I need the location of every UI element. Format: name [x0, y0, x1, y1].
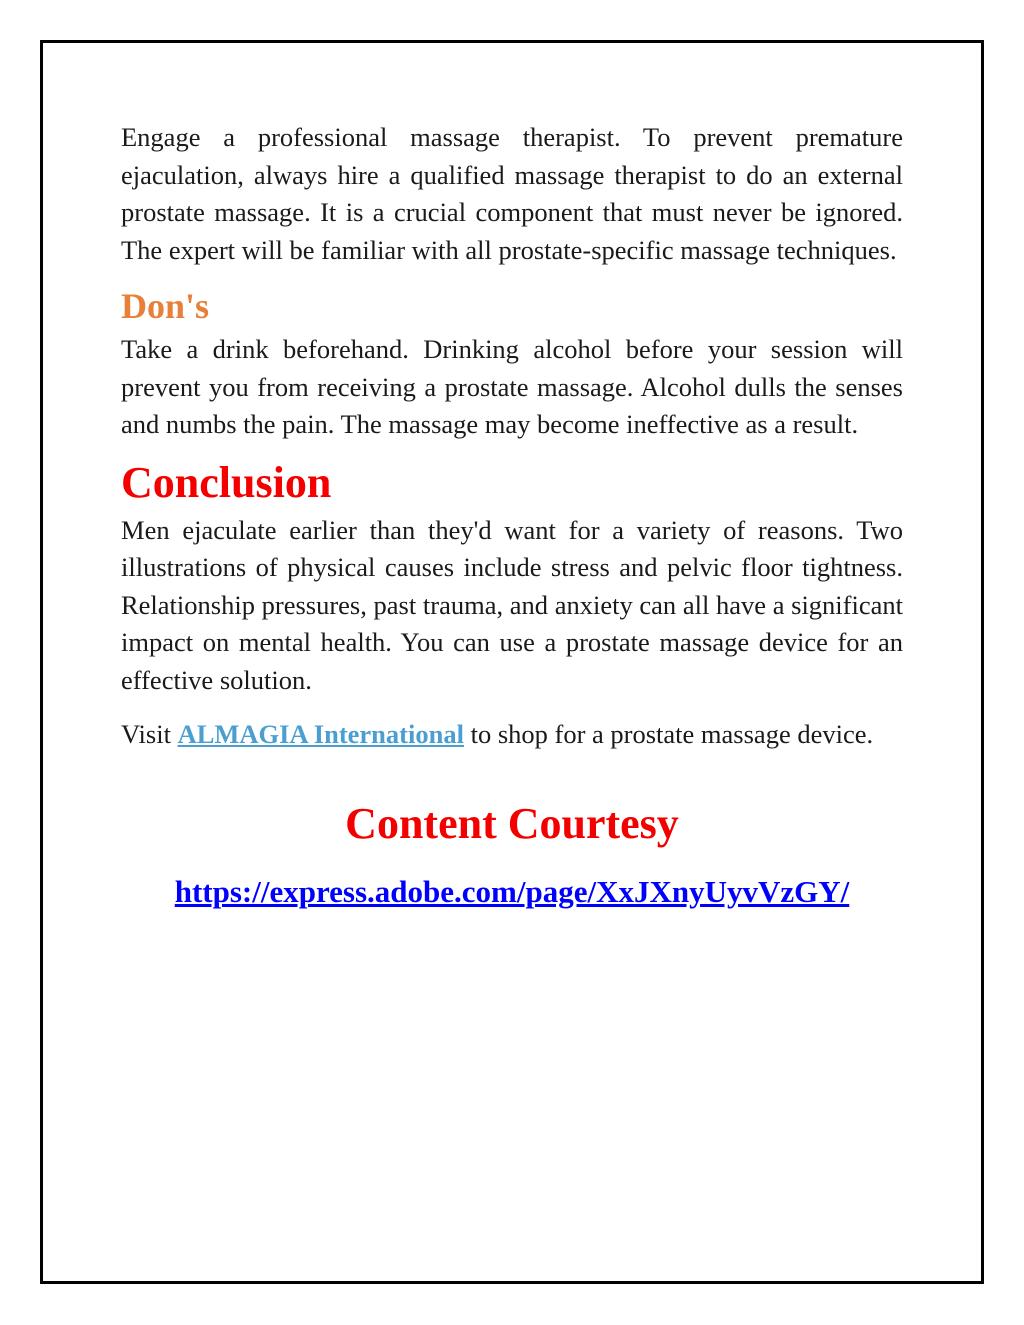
- visit-suffix: to shop for a prostate massage device.: [470, 719, 874, 749]
- conclusion-heading: Conclusion: [121, 457, 332, 507]
- visit-prefix: Visit: [121, 719, 171, 749]
- paragraph-alcohol: Take a drink beforehand. Drinking alcohol before your session will prevent you from receiving a prostate massage. Alcohol dulls the senses and numbs the pain. The massage may become ineffective as a result.: [121, 334, 903, 439]
- courtesy-url-container: [121, 872, 903, 912]
- paragraph-conclusion: Men ejaculate earlier than they'd want for a variety of reasons. Two illustrations of physical causes include stress and pelvic floor tightness. Relationship pressures, past trauma, and anxiety can all have a significant impact on mental health. You can use a prostate massage device for an effective solution.: [121, 514, 903, 695]
- visit-paragraph: [121, 717, 903, 752]
- almagia-link[interactable]: ALMAGIA International: [177, 719, 464, 749]
- courtesy-url-link[interactable]: https://express.adobe.com/page/XxJXnyUyvVzGY/: [174, 874, 850, 909]
- paragraph-therapist: Engage a professional massage therapist. To prevent premature ejaculation, always hire a qualified massage therapist to do an external prostate massage. It is a crucial component that must never be ignored. The expert will be familiar with all prostate-specific massage techniques.: [121, 122, 903, 265]
- content-courtesy-heading: Content Courtesy: [345, 799, 679, 848]
- document-content: [121, 119, 903, 912]
- donts-heading: Don's: [121, 286, 210, 326]
